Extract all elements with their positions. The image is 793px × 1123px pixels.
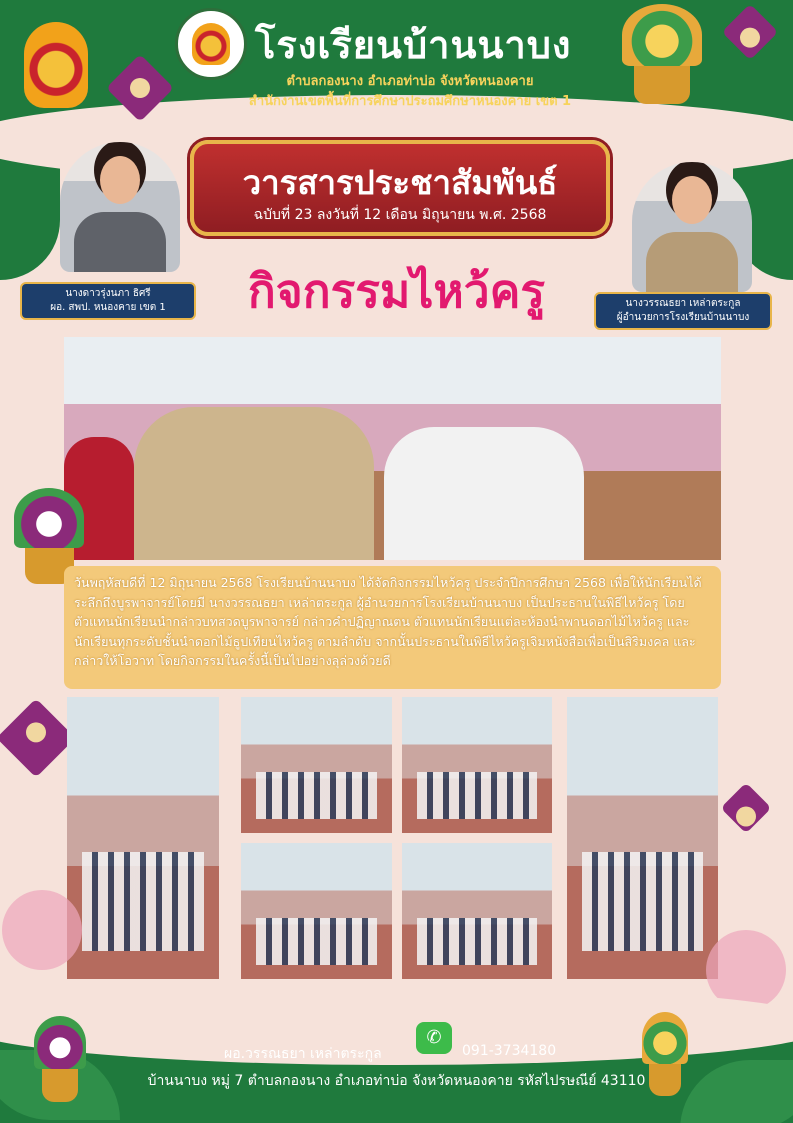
footer-address: บ้านนาบง หมู่ 7 ตำบลกองนาง อำเภอท่าบ่อ จังหวัดหนองคาย รหัสไปรษณีย์ 43110 xyxy=(147,1073,646,1089)
activity-heading: กิจกรรมไหว้ครู xyxy=(247,264,546,318)
right-nameplate xyxy=(594,292,772,330)
gallery-photo xyxy=(402,697,552,833)
obec-emblem-icon xyxy=(24,22,88,108)
flower-decoration-icon xyxy=(2,890,82,970)
school-location: ตำบลกองนาง อำเภอท่าบ่อ จังหวัดหนองคาย xyxy=(286,74,534,89)
activity-description: วันพฤหัสบดีที่ 12 มิถุนายน 2568 โรงเรียนบ้านนาบง ได้จัดกิจกรรมไหว้ครู ประจำปีการศึกษา 2568 เพื่อให้นักเรียนได้ระลึกถึงบูรพาจารย์โดยมี นางวรรณธยา เหล่าตระกูล ผู้อำนวยการโรงเรียนบ้านนาบง เป็นประธานในพิธีไหว้ครู โดยตัวแทนนักเรียนนำกล่าวบทสวดบูรพาจารย์ กล่าวคำปฏิญาณตน ตัวแทนนักเรียนแต่ละห้องนำพานดอกไม้ไหว้ครู และนักเรียนทุกระดับชั้นนำดอกไม้ธูปเทียนไหว้ครู ตามลำดับ จากนั้นประธานในพิธีไหว้ครูเจิมหนังสือเพื่อเป็นสิริมงคล และกล่าวให้โอวาท โดยกิจกรรมในครั้งนี้เป็นไปอย่างลุล่วงด้วยดี xyxy=(74,575,702,668)
left-person-name: นางดาวรุ่งนภา ธิศรี xyxy=(65,288,151,299)
footer-phone: 091-3734180 xyxy=(462,1043,557,1059)
left-nameplate xyxy=(20,282,196,320)
main-ceremony-photo xyxy=(64,337,721,560)
phone-icon: ✆ xyxy=(416,1022,452,1054)
gallery-photo xyxy=(241,697,392,833)
gallery-photo xyxy=(402,843,552,979)
newsletter-banner xyxy=(190,140,610,236)
footer-signer: ผอ.วรรณธยา เหล่าตระกูล xyxy=(224,1046,382,1062)
flower-ornament-icon xyxy=(721,783,772,834)
activity-description-box xyxy=(64,566,721,689)
flower-ornament-icon xyxy=(0,698,76,777)
director-area-portrait xyxy=(60,142,180,272)
gallery-photo xyxy=(67,697,219,979)
gallery-photo xyxy=(241,843,392,979)
issue-info: ฉบับที่ 23 ลงวันที่ 12 เดือน มิถุนายน พ.ศ. 2568 xyxy=(253,207,547,223)
right-person-name: นางวรรณธยา เหล่าตระกูล xyxy=(625,298,741,309)
left-person-role: ผอ. สพป. หนองคาย เขต 1 xyxy=(50,302,166,313)
right-person-role: ผู้อำนวยการโรงเรียนบ้านนาบง xyxy=(616,312,750,323)
education-office: สำนักงานเขตพื้นที่การศึกษาประถมศึกษาหนองคาย เขต 1 xyxy=(248,94,572,109)
school-name: โรงเรียนบ้านนาบง xyxy=(255,22,572,67)
gallery-photo xyxy=(567,697,718,979)
school-director-portrait xyxy=(632,162,752,292)
newsletter-title: วารสารประชาสัมพันธ์ xyxy=(242,163,558,202)
